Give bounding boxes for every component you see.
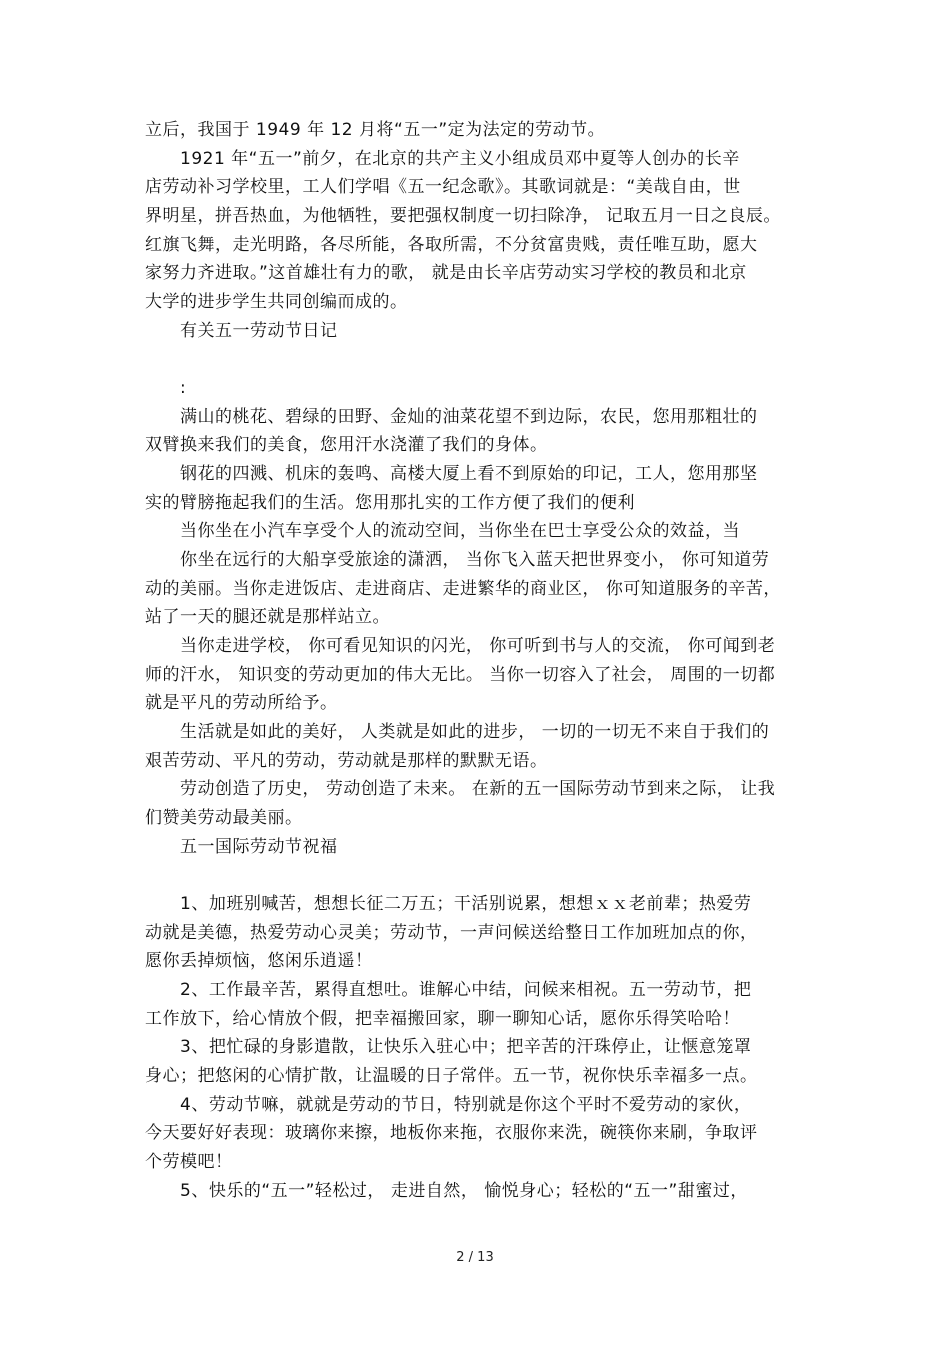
text-line: 4、劳动节嘛，就就是劳动的节日，特别就是你这个平时不爱劳动的家伙，	[180, 1095, 752, 1115]
text-line: 满山的桃花、碧绿的田野、金灿的油菜花望不到边际，农民，您用那粗壮的	[180, 407, 758, 427]
text-line: 双臂换来我们的美食，您用汗水浇灌了我们的身体。	[145, 435, 548, 455]
section-heading: 有关五一劳动节日记	[180, 321, 338, 341]
text-line: 家努力齐进取。”这首雄壮有力的歌， 就是由长辛店劳动实习学校的教员和北京	[145, 263, 747, 283]
text-line: 大学的进步学生共同创编而成的。	[145, 292, 408, 312]
text-line: 1921 年“五一”前夕，在北京的共产主义小组成员邓中夏等人创办的长辛	[180, 149, 740, 169]
text-line: 动的美丽。当你走进饭店、走进商店、走进繁华的商业区， 你可知道服务的辛苦，	[145, 579, 781, 599]
text-line: 劳动创造了历史， 劳动创造了未来。 在新的五一国际劳动节到来之际， 让我	[180, 779, 776, 799]
text-line: 当你坐在小汽车享受个人的流动空间，当你坐在巴士享受公众的效益，当	[180, 521, 740, 541]
text-line: 实的臂膀拖起我们的生活。您用那扎实的工作方便了我们的便利	[145, 493, 635, 513]
text-line: 师的汗水， 知识变的劳动更加的伟大无比。 当你一切容入了社会， 周围的一切都	[145, 665, 776, 685]
text-line: 生活就是如此的美好， 人类就是如此的进步， 一切的一切无不来自于我们的	[180, 722, 770, 742]
text-line: 3、把忙碌的身影遣散，让快乐入驻心中；把辛苦的汗珠停止，让惬意笼罩	[180, 1037, 752, 1057]
text-line: 店劳动补习学校里，工人们学唱《五一纪念歌》。其歌词就是：“美哉自由，世	[145, 177, 741, 197]
text-line: 今天要好好表现：玻璃你来擦，地板你来拖，衣服你来洗，碗筷你来刷，争取评	[145, 1123, 758, 1143]
text-line: 红旗飞舞，走光明路，各尽所能，各取所需，不分贫富贵贱，责任唯互助，愿大	[145, 235, 758, 255]
text-line: 界明星，拼吾热血，为他牺牲，要把强权制度一切扫除净， 记取五月一日之良辰。	[145, 206, 781, 226]
text-line: 2、工作最辛苦，累得直想吐。谁解心中结，问候来相祝。五一劳动节，把	[180, 980, 752, 1000]
text-line: 站了一天的腿还就是那样站立。	[145, 607, 390, 627]
text-line: 立后，我国于 1949 年 12 月将“五一”定为法定的劳动节。	[145, 120, 606, 140]
text-line: 们赞美劳动最美丽。	[145, 808, 303, 828]
text-line: 钢花的四溅、机床的轰鸣、高楼大厦上看不到原始的印记，工人，您用那坚	[180, 464, 758, 484]
text-line: 就是平凡的劳动所给予。	[145, 693, 338, 713]
page-number: 2 / 13	[456, 1250, 494, 1265]
text-line: 动就是美德，热爱劳动心灵美；劳动节，一声问候送给整日工作加班加点的你，	[145, 923, 758, 943]
text-line: 身心；把悠闲的心情扩散，让温暖的日子常伴。五一节，祝你快乐幸福多一点。	[145, 1066, 758, 1086]
section-heading: 五一国际劳动节祝福	[180, 837, 338, 857]
text-line: 当你走进学校， 你可看见知识的闪光， 你可听到书与人的交流， 你可闻到老	[180, 636, 776, 656]
text-line: 你坐在远行的大船享受旅途的潇洒， 当你飞入蓝天把世界变小， 你可知道劳	[180, 550, 770, 570]
text-line: 5、快乐的“五一”轻松过， 走进自然， 愉悦身心；轻松的“五一”甜蜜过，	[180, 1181, 748, 1201]
text-line: 1、加班别喊苦，想想长征二万五；干活别说累，想想ｘｘ老前辈；热爱劳	[180, 894, 752, 914]
text-line: 艰苦劳动、平凡的劳动，劳动就是那样的默默无语。	[145, 751, 548, 771]
text-line: 工作放下，给心情放个假，把幸福搬回家，聊一聊知心话，愿你乐得笑哈哈！	[145, 1009, 740, 1029]
text-line: 愿你丢掉烦恼，悠闲乐逍遥！	[145, 951, 373, 971]
text-line: :	[180, 378, 187, 398]
text-line: 个劳模吧！	[145, 1152, 233, 1172]
